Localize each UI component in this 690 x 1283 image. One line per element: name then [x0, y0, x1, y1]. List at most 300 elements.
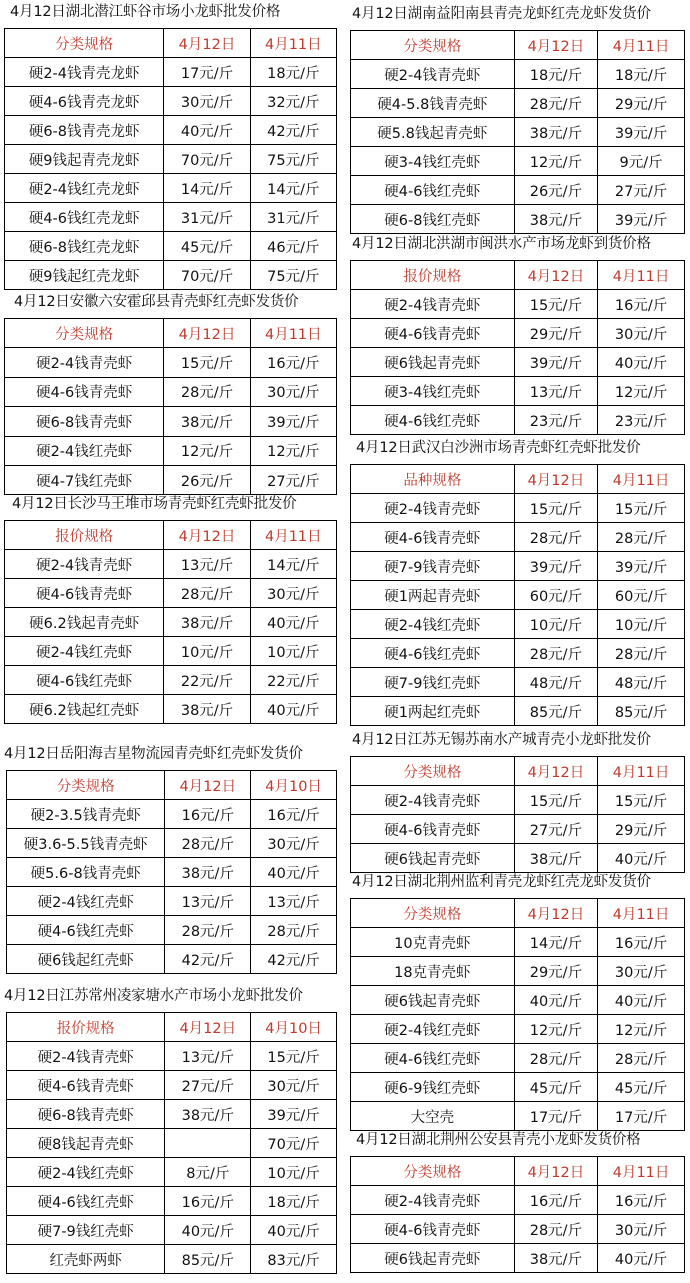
price-cell: 40元/斤 — [250, 608, 336, 637]
price-cell: 30元/斤 — [250, 377, 336, 406]
price-cell: 45元/斤 — [164, 232, 250, 261]
spec-cell: 硬4-6钱青壳虾 — [7, 1071, 165, 1100]
table-row — [351, 697, 685, 726]
price-cell: 46元/斤 — [250, 232, 336, 261]
price-cell: 17元/斤 — [514, 1102, 598, 1131]
table-row — [5, 637, 337, 666]
spec-cell: 硬4-6钱青壳虾 — [351, 523, 515, 552]
header-cell: 分类规格 — [5, 319, 164, 348]
table-row — [5, 145, 337, 174]
price-cell: 38元/斤 — [165, 1100, 251, 1129]
price-cell — [165, 1129, 251, 1158]
price-table — [350, 898, 685, 1131]
price-cell: 12元/斤 — [514, 147, 598, 176]
header-cell: 4月12日 — [514, 899, 598, 928]
table-header-row — [351, 31, 685, 60]
spec-cell: 硬4-6钱红壳虾 — [351, 639, 515, 668]
table-header-row — [5, 521, 337, 550]
table-header-row — [7, 771, 337, 800]
spec-cell: 硬4-6钱红壳虾 — [351, 406, 515, 435]
price-cell: 10元/斤 — [164, 637, 250, 666]
table-wrapper — [350, 30, 685, 234]
header-cell: 报价规格 — [351, 261, 515, 290]
block-title: 4月12日湖南益阳南县青壳龙虾红壳龙虾发货价 — [352, 6, 651, 22]
spec-cell: 硬9钱起青壳龙虾 — [5, 145, 164, 174]
spec-cell: 硬8钱起青壳虾 — [7, 1129, 165, 1158]
price-cell: 15元/斤 — [164, 348, 250, 377]
header-cell: 分类规格 — [351, 757, 515, 786]
price-cell: 29元/斤 — [598, 815, 685, 844]
price-cell: 38元/斤 — [514, 205, 598, 234]
spec-cell: 硬4-6钱红壳虾 — [5, 666, 164, 695]
spec-cell: 硬6.2钱起红壳虾 — [5, 695, 164, 724]
price-cell: 15元/斤 — [251, 1042, 337, 1071]
price-cell: 29元/斤 — [598, 89, 685, 118]
table-row — [351, 581, 685, 610]
header-cell: 4月11日 — [598, 465, 685, 494]
price-cell: 30元/斤 — [164, 87, 250, 116]
spec-cell: 硬2-4钱红壳虾 — [7, 1158, 165, 1187]
table-row — [5, 232, 337, 261]
price-table — [4, 28, 337, 290]
price-cell: 40元/斤 — [165, 1216, 251, 1245]
table-row — [351, 176, 685, 205]
price-cell: 13元/斤 — [164, 550, 250, 579]
spec-cell: 硬4-7钱红壳虾 — [5, 465, 164, 494]
price-block — [0, 494, 340, 724]
price-cell: 18元/斤 — [514, 60, 598, 89]
price-cell: 16元/斤 — [250, 348, 336, 377]
price-cell: 16元/斤 — [514, 1186, 598, 1215]
price-cell: 23元/斤 — [514, 406, 598, 435]
header-cell: 分类规格 — [351, 31, 515, 60]
block-title: 4月12日江苏常州凌家塘水产市场小龙虾批发价 — [4, 988, 303, 1004]
price-cell: 38元/斤 — [514, 1244, 598, 1273]
block-title: 4月12日长沙马王堆市场青壳虾红壳虾批发价 — [12, 496, 297, 512]
price-cell: 32元/斤 — [250, 87, 336, 116]
price-cell: 28元/斤 — [164, 377, 250, 406]
table-row — [351, 639, 685, 668]
price-cell: 22元/斤 — [164, 666, 250, 695]
header-cell: 品种规格 — [351, 465, 515, 494]
table-row — [351, 494, 685, 523]
table-wrapper — [6, 770, 337, 974]
price-cell: 28元/斤 — [514, 639, 598, 668]
price-cell: 39元/斤 — [598, 118, 685, 147]
price-cell: 16元/斤 — [598, 290, 685, 319]
price-cell: 16元/斤 — [251, 800, 337, 829]
header-cell: 分类规格 — [5, 29, 164, 58]
spec-cell: 硬4-6钱红壳龙虾 — [5, 203, 164, 232]
price-cell: 40元/斤 — [598, 986, 685, 1015]
spec-cell: 硬4-6钱红壳虾 — [7, 916, 165, 945]
table-row — [5, 174, 337, 203]
table-row — [5, 377, 337, 406]
spec-cell: 硬4-6钱红壳虾 — [7, 1187, 165, 1216]
price-cell: 39元/斤 — [514, 348, 598, 377]
price-cell: 27元/斤 — [165, 1071, 251, 1100]
price-cell: 45元/斤 — [598, 1073, 685, 1102]
price-cell: 12元/斤 — [164, 436, 250, 465]
price-cell: 85元/斤 — [514, 697, 598, 726]
table-row — [5, 87, 337, 116]
table-header-row — [7, 1013, 337, 1042]
table-header-row — [5, 319, 337, 348]
table-wrapper — [4, 318, 337, 495]
table-row — [5, 579, 337, 608]
spec-cell: 硬4-5.8钱青壳虾 — [351, 89, 515, 118]
spec-cell: 硬2-4钱青壳虾 — [351, 786, 515, 815]
header-cell: 4月12日 — [514, 1157, 598, 1186]
header-cell: 4月11日 — [598, 261, 685, 290]
spec-cell: 硬6-9钱红壳虾 — [351, 1073, 515, 1102]
price-cell: 85元/斤 — [598, 697, 685, 726]
price-cell: 14元/斤 — [250, 550, 336, 579]
spec-cell: 硬6-8钱青壳虾 — [5, 407, 164, 436]
table-wrapper — [350, 464, 685, 726]
table-wrapper — [4, 28, 337, 290]
price-block — [348, 872, 690, 1131]
price-block — [348, 1130, 690, 1273]
price-cell: 70元/斤 — [251, 1129, 337, 1158]
price-cell: 39元/斤 — [598, 205, 685, 234]
table-row — [7, 1245, 337, 1274]
price-cell: 15元/斤 — [598, 494, 685, 523]
price-cell: 13元/斤 — [165, 887, 251, 916]
table-row — [351, 986, 685, 1015]
price-cell: 13元/斤 — [251, 887, 337, 916]
header-cell: 4月12日 — [164, 319, 250, 348]
price-cell: 38元/斤 — [164, 407, 250, 436]
price-cell: 31元/斤 — [164, 203, 250, 232]
table-row — [351, 1044, 685, 1073]
price-cell: 26元/斤 — [514, 176, 598, 205]
table-row — [351, 610, 685, 639]
price-cell: 30元/斤 — [250, 579, 336, 608]
spec-cell: 硬1两起青壳虾 — [351, 581, 515, 610]
spec-cell: 硬2-4钱红壳虾 — [5, 436, 164, 465]
spec-cell: 硬2-4钱红壳虾 — [5, 637, 164, 666]
price-cell: 27元/斤 — [514, 815, 598, 844]
table-row — [351, 89, 685, 118]
price-cell: 12元/斤 — [250, 436, 336, 465]
price-table — [350, 756, 685, 873]
table-row — [351, 348, 685, 377]
price-cell: 28元/斤 — [514, 523, 598, 552]
price-cell: 42元/斤 — [250, 116, 336, 145]
price-cell: 18元/斤 — [250, 58, 336, 87]
price-table — [6, 770, 337, 974]
table-row — [7, 1042, 337, 1071]
price-cell: 15元/斤 — [514, 786, 598, 815]
spec-cell: 硬2-4钱青壳虾 — [351, 60, 515, 89]
price-cell: 60元/斤 — [514, 581, 598, 610]
spec-cell: 硬2-4钱青壳虾 — [351, 290, 515, 319]
spec-cell: 硬6-8钱青壳龙虾 — [5, 116, 164, 145]
spec-cell: 硬3.6-5.5钱青壳虾 — [7, 829, 165, 858]
price-cell: 48元/斤 — [598, 668, 685, 697]
table-row — [351, 786, 685, 815]
header-cell: 分类规格 — [351, 1157, 515, 1186]
price-cell: 28元/斤 — [251, 916, 337, 945]
block-title: 4月12日湖北荆州监利青壳龙虾红壳龙虾发货价 — [352, 874, 651, 890]
table-row — [5, 666, 337, 695]
spec-cell: 硬6钱起青壳虾 — [351, 348, 515, 377]
table-row — [7, 1158, 337, 1187]
header-cell: 报价规格 — [7, 1013, 165, 1042]
price-cell: 16元/斤 — [598, 1186, 685, 1215]
price-cell: 40元/斤 — [598, 348, 685, 377]
price-block — [348, 4, 690, 234]
spec-cell: 硬6-8钱红壳虾 — [351, 205, 515, 234]
price-cell: 17元/斤 — [164, 58, 250, 87]
price-cell: 16元/斤 — [598, 928, 685, 957]
price-cell: 30元/斤 — [251, 1071, 337, 1100]
price-cell: 48元/斤 — [514, 668, 598, 697]
header-cell: 报价规格 — [5, 521, 164, 550]
price-cell: 28元/斤 — [164, 579, 250, 608]
price-cell: 16元/斤 — [165, 800, 251, 829]
table-row — [5, 203, 337, 232]
price-cell: 23元/斤 — [598, 406, 685, 435]
spec-cell: 18克青壳虾 — [351, 957, 515, 986]
table-row — [351, 1015, 685, 1044]
block-title: 4月12日江苏无锡苏南水产城青壳小龙虾批发价 — [352, 732, 651, 748]
price-cell: 14元/斤 — [164, 174, 250, 203]
price-cell: 22元/斤 — [250, 666, 336, 695]
spec-cell: 硬6钱起红壳虾 — [7, 945, 165, 974]
table-header-row — [351, 899, 685, 928]
spec-cell: 硬6-8钱青壳虾 — [7, 1100, 165, 1129]
table-wrapper — [350, 1156, 685, 1273]
block-title: 4月12日岳阳海吉星物流园青壳虾红壳虾发货价 — [4, 746, 303, 762]
header-cell: 4月11日 — [250, 521, 336, 550]
header-cell: 分类规格 — [351, 899, 515, 928]
header-cell: 4月12日 — [514, 261, 598, 290]
price-cell: 38元/斤 — [164, 608, 250, 637]
table-row — [7, 1187, 337, 1216]
price-cell: 40元/斤 — [598, 1244, 685, 1273]
price-cell: 9元/斤 — [598, 147, 685, 176]
spec-cell: 硬4-6钱青壳虾 — [351, 1215, 515, 1244]
price-cell: 14元/斤 — [250, 174, 336, 203]
table-row — [7, 1129, 337, 1158]
table-row — [351, 1073, 685, 1102]
table-row — [351, 1215, 685, 1244]
spec-cell: 硬2-4钱红壳龙虾 — [5, 174, 164, 203]
price-cell: 18元/斤 — [251, 1187, 337, 1216]
table-row — [5, 407, 337, 436]
price-cell: 28元/斤 — [165, 829, 251, 858]
table-wrapper — [350, 756, 685, 873]
table-row — [351, 844, 685, 873]
table-row — [351, 205, 685, 234]
price-cell: 40元/斤 — [164, 116, 250, 145]
price-cell: 10元/斤 — [251, 1158, 337, 1187]
table-row — [5, 261, 337, 290]
price-cell: 30元/斤 — [251, 829, 337, 858]
table-row — [351, 147, 685, 176]
header-cell: 4月12日 — [514, 31, 598, 60]
price-block — [0, 2, 340, 290]
right-column — [348, 0, 690, 1283]
price-cell: 17元/斤 — [598, 1102, 685, 1131]
price-cell: 14元/斤 — [514, 928, 598, 957]
table-header-row — [351, 757, 685, 786]
block-title: 4月12日武汉白沙洲市场青壳虾红壳虾批发价 — [356, 440, 641, 456]
price-table — [4, 520, 337, 724]
table-row — [351, 668, 685, 697]
table-header-row — [351, 261, 685, 290]
price-cell: 28元/斤 — [598, 1044, 685, 1073]
spec-cell: 硬1两起红壳虾 — [351, 697, 515, 726]
price-table — [350, 1156, 685, 1273]
table-row — [7, 887, 337, 916]
block-title: 4月12日安徽六安霍邱县青壳虾红壳虾发货价 — [14, 294, 299, 310]
price-cell: 10元/斤 — [514, 610, 598, 639]
table-row — [351, 957, 685, 986]
table-row — [7, 858, 337, 887]
spec-cell: 硬7-9钱红壳虾 — [351, 668, 515, 697]
table-row — [351, 319, 685, 348]
header-cell: 4月10日 — [251, 1013, 337, 1042]
spec-cell: 硬4-6钱红壳虾 — [351, 176, 515, 205]
table-row — [351, 290, 685, 319]
table-row — [351, 377, 685, 406]
spec-cell: 硬2-3.5钱青壳虾 — [7, 800, 165, 829]
price-cell: 28元/斤 — [598, 523, 685, 552]
table-wrapper — [350, 260, 685, 435]
price-cell: 40元/斤 — [598, 844, 685, 873]
spec-cell: 大空壳 — [351, 1102, 515, 1131]
price-cell: 31元/斤 — [250, 203, 336, 232]
table-row — [351, 523, 685, 552]
price-cell: 12元/斤 — [514, 1015, 598, 1044]
spec-cell: 红壳虾两虾 — [7, 1245, 165, 1274]
header-cell: 4月11日 — [598, 31, 685, 60]
spec-cell: 硬2-4钱青壳虾 — [351, 1186, 515, 1215]
price-table — [6, 1012, 337, 1274]
price-cell: 39元/斤 — [250, 407, 336, 436]
price-cell: 39元/斤 — [598, 552, 685, 581]
header-cell: 4月12日 — [514, 757, 598, 786]
table-row — [7, 800, 337, 829]
spec-cell: 硬2-4钱青壳龙虾 — [5, 58, 164, 87]
table-header-row — [351, 1157, 685, 1186]
left-column — [0, 0, 340, 1283]
table-row — [5, 608, 337, 637]
spec-cell: 10克青壳虾 — [351, 928, 515, 957]
table-row — [5, 116, 337, 145]
spec-cell: 硬4-6钱红壳虾 — [351, 1044, 515, 1073]
price-cell: 42元/斤 — [251, 945, 337, 974]
table-row — [7, 916, 337, 945]
header-cell: 4月12日 — [514, 465, 598, 494]
price-cell: 30元/斤 — [598, 1215, 685, 1244]
header-cell: 4月11日 — [598, 757, 685, 786]
price-cell: 15元/斤 — [598, 786, 685, 815]
header-cell: 4月10日 — [251, 771, 337, 800]
price-cell: 39元/斤 — [251, 1100, 337, 1129]
table-row — [7, 1216, 337, 1245]
spec-cell: 硬9钱起红壳龙虾 — [5, 261, 164, 290]
spec-cell: 硬2-4钱青壳虾 — [5, 348, 164, 377]
header-cell: 4月12日 — [164, 521, 250, 550]
price-block — [348, 438, 690, 726]
price-cell: 38元/斤 — [514, 118, 598, 147]
header-cell: 4月11日 — [598, 1157, 685, 1186]
price-cell: 13元/斤 — [165, 1042, 251, 1071]
price-block — [0, 292, 340, 495]
table-row — [5, 695, 337, 724]
price-table — [350, 464, 685, 726]
price-cell: 75元/斤 — [250, 145, 336, 174]
table-row — [5, 348, 337, 377]
spec-cell: 硬2-4钱红壳虾 — [351, 1015, 515, 1044]
spec-cell: 硬7-9钱红壳虾 — [7, 1216, 165, 1245]
price-cell: 28元/斤 — [165, 916, 251, 945]
price-cell: 70元/斤 — [164, 261, 250, 290]
header-cell: 分类规格 — [7, 771, 165, 800]
spec-cell: 硬5.8钱起青壳虾 — [351, 118, 515, 147]
spec-cell: 硬5.6-8钱青壳虾 — [7, 858, 165, 887]
price-cell: 42元/斤 — [165, 945, 251, 974]
spec-cell: 硬7-9钱青壳虾 — [351, 552, 515, 581]
price-cell: 30元/斤 — [598, 957, 685, 986]
price-cell: 60元/斤 — [598, 581, 685, 610]
spec-cell: 硬4-6钱青壳虾 — [351, 815, 515, 844]
spec-cell: 硬2-4钱红壳虾 — [351, 610, 515, 639]
spec-cell: 硬2-4钱红壳虾 — [7, 887, 165, 916]
spec-cell: 硬4-6钱青壳虾 — [5, 377, 164, 406]
price-block — [348, 730, 690, 873]
table-header-row — [351, 465, 685, 494]
spec-cell: 硬4-6钱青壳虾 — [351, 319, 515, 348]
table-row — [5, 550, 337, 579]
table-row — [351, 1102, 685, 1131]
price-cell: 26元/斤 — [164, 465, 250, 494]
price-cell: 29元/斤 — [514, 319, 598, 348]
price-cell: 16元/斤 — [165, 1187, 251, 1216]
price-table — [350, 260, 685, 435]
price-cell: 29元/斤 — [514, 957, 598, 986]
price-cell: 15元/斤 — [514, 290, 598, 319]
header-cell: 4月11日 — [250, 319, 336, 348]
price-cell: 75元/斤 — [250, 261, 336, 290]
spec-cell: 硬6钱起青壳虾 — [351, 1244, 515, 1273]
spec-cell: 硬4-6钱青壳虾 — [5, 579, 164, 608]
table-row — [351, 928, 685, 957]
table-row — [351, 60, 685, 89]
price-cell: 30元/斤 — [598, 319, 685, 348]
table-row — [7, 945, 337, 974]
table-row — [351, 406, 685, 435]
price-cell: 10元/斤 — [598, 610, 685, 639]
table-row — [351, 118, 685, 147]
price-table — [350, 30, 685, 234]
table-row — [5, 465, 337, 494]
spec-cell: 硬6-8钱红壳龙虾 — [5, 232, 164, 261]
table-row — [5, 58, 337, 87]
price-block — [0, 986, 340, 1274]
price-cell: 28元/斤 — [514, 1044, 598, 1073]
price-cell: 38元/斤 — [165, 858, 251, 887]
table-wrapper — [4, 520, 337, 724]
header-cell: 4月11日 — [598, 899, 685, 928]
table-row — [5, 436, 337, 465]
header-cell: 4月12日 — [165, 771, 251, 800]
table-row — [7, 1071, 337, 1100]
